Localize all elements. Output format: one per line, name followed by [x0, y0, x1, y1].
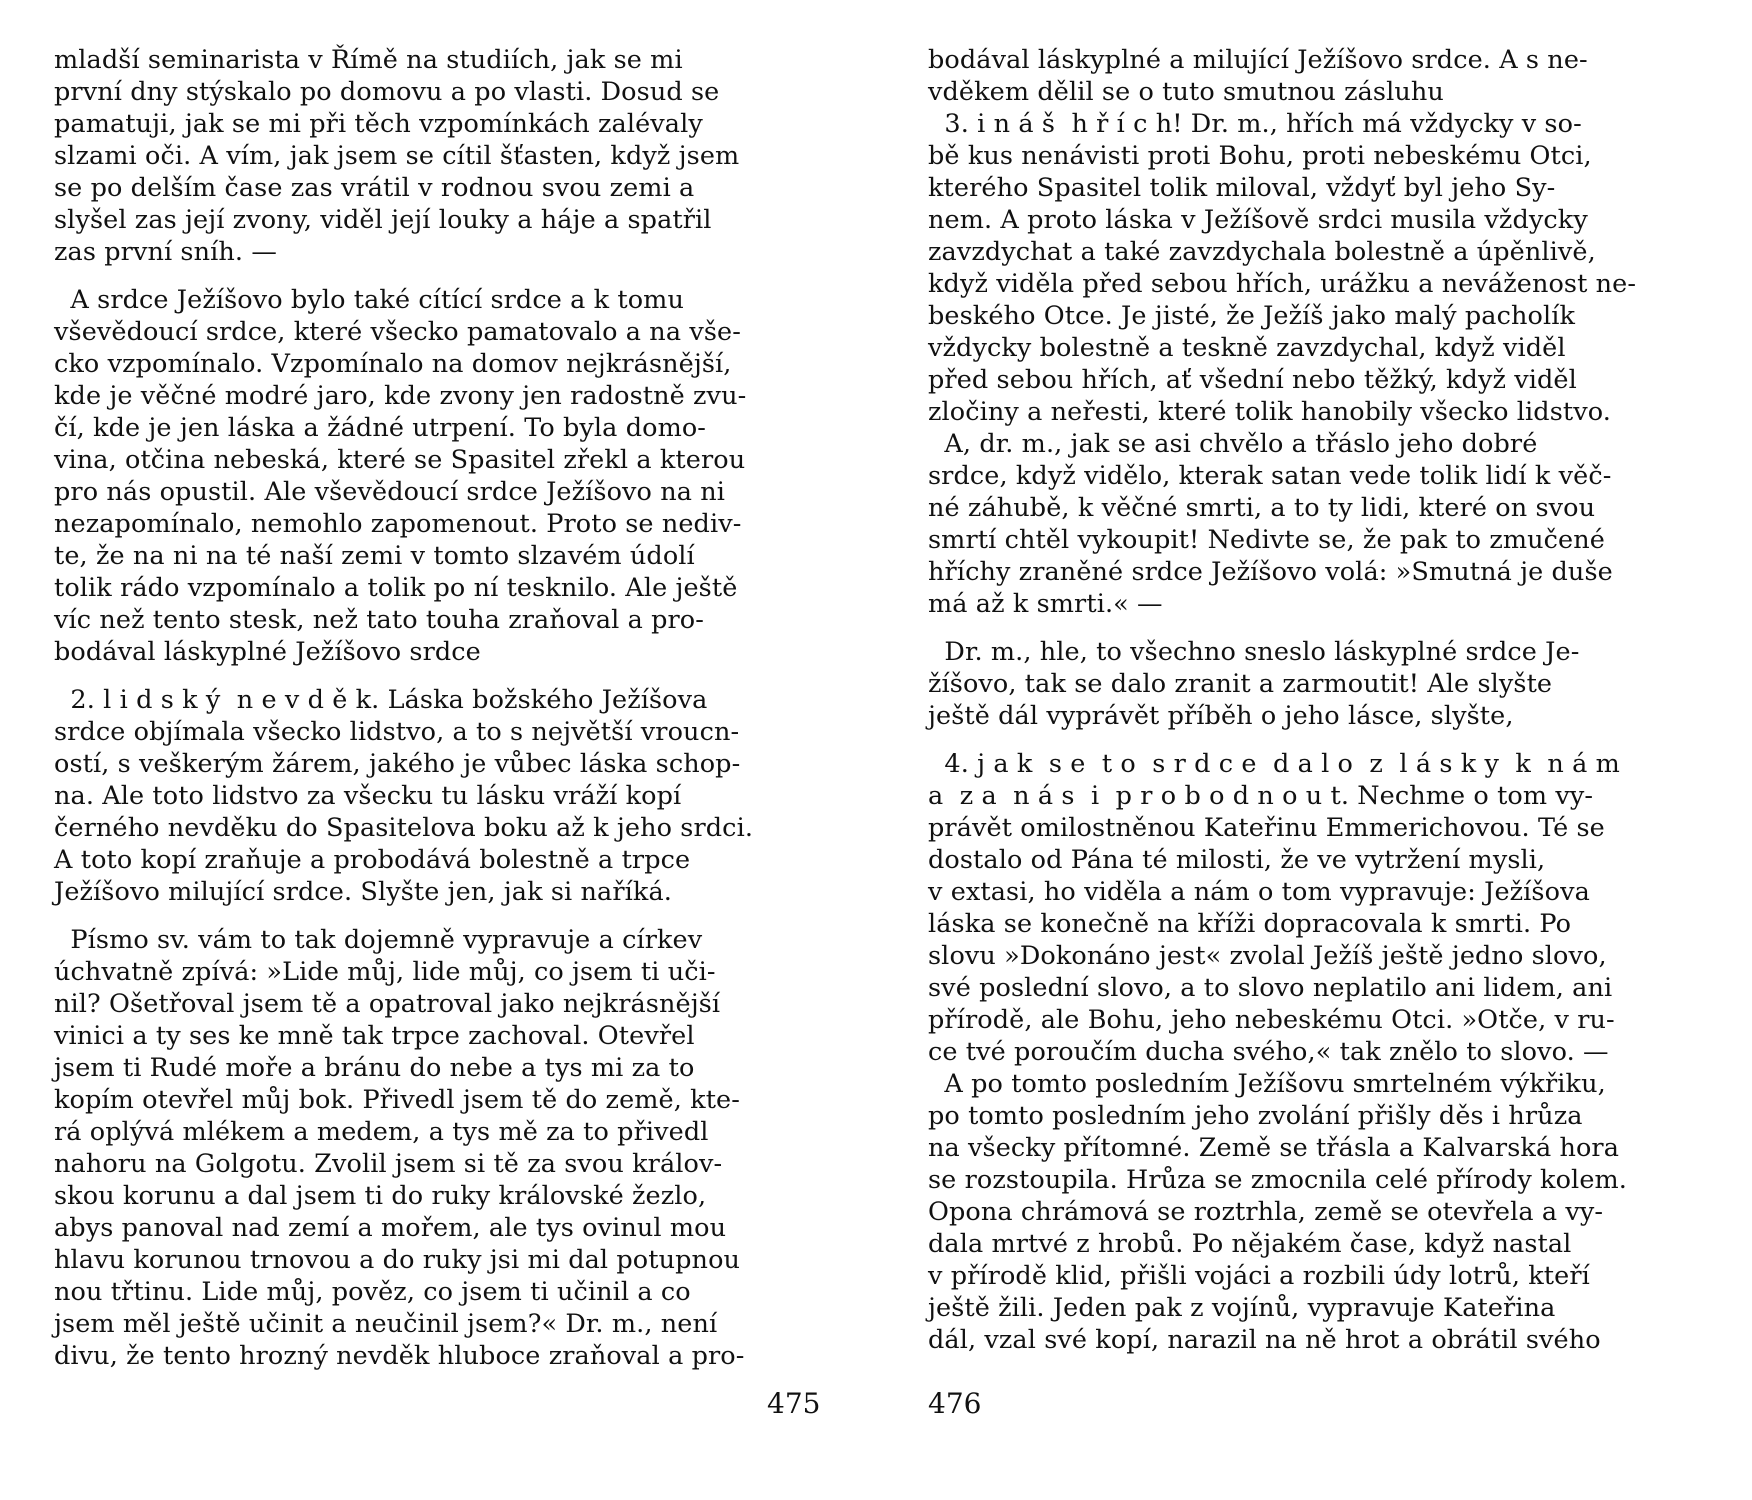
- text-line: cko vzpomínalo. Vzpomínalo na domov nejkrásnější,: [54, 349, 732, 379]
- text-line: když viděla před sebou hřích, urážku a neváženost ne-: [928, 269, 1637, 299]
- text-line: ostí, s veškerým žárem, jakého je vůbec láska schop-: [54, 749, 741, 779]
- text-line: vina, otčina nebeská, které se Spasitel zřekl a kterou: [54, 445, 746, 475]
- page-number-right: 476: [928, 1387, 982, 1420]
- text-line: vděkem dělil se o tuto smutnou zásluhu: [928, 77, 1444, 107]
- text-line: beského Otce. Je jisté, že Ježíš jako malý pacholík: [928, 301, 1576, 331]
- text-line: vinici a ty ses ke mně tak trpce zachoval. Otevřel: [54, 1021, 695, 1051]
- text-line: skou korunu a dal jsem ti do ruky královské žezlo,: [54, 1181, 707, 1211]
- text-line: divu, že tento hrozný nevděk hluboce zraňoval a pro-: [54, 1341, 745, 1371]
- text-line: své poslední slovo, a to slovo neplatilo ani lidem, ani: [928, 973, 1613, 1003]
- left-page: [54, 44, 824, 1372]
- text-line: má až k smrti.« —: [928, 589, 1163, 619]
- text-line: před sebou hřích, ať všední nebo těžký, když viděl: [928, 365, 1577, 395]
- text-line: bodával láskyplné a milující Ježíšovo srdce. A s ne-: [928, 45, 1588, 75]
- text-line: hříchy zraněné srdce Ježíšovo volá: »Smutná je duše: [928, 557, 1613, 587]
- text-line: žíšovo, tak se dalo zranit a zarmoutit! Ale slyšte: [928, 669, 1553, 699]
- text-line: vševědoucí srdce, které všecko pamatovalo a na vše-: [54, 317, 741, 347]
- text-line: slovu »Dokonáno jest« zvolal Ježíš ještě jedno slovo,: [928, 941, 1607, 971]
- text-line: se rozstoupila. Hrůza se zmocnila celé přírody kolem.: [928, 1165, 1627, 1195]
- text-line: mladší seminarista v Římě na studiích, jak se mi: [54, 45, 683, 75]
- page-number-left: 475: [767, 1387, 821, 1420]
- text-line: rá oplývá mlékem a medem, a tys mě za to přivedl: [54, 1117, 709, 1147]
- text-line: nem. A proto láska v Ježíšově srdci musila vždycky: [928, 205, 1588, 235]
- text-line: úchvatně zpívá: »Lide můj, lide můj, co jsem ti uči-: [54, 957, 716, 987]
- text-line: zas první sníh. —: [54, 237, 277, 267]
- text-line: kterého Spasitel tolik miloval, vždyť byl jeho Sy-: [928, 173, 1556, 203]
- text-line: nou třtinu. Lide můj, pověz, co jsem ti učinil a co: [54, 1277, 691, 1307]
- text-line: kopím otevřel můj bok. Přivedl jsem tě do země, kte-: [54, 1085, 740, 1115]
- text-line: 2. l i d s k ý n e v d ě k. Láska božského Ježíšova: [54, 685, 708, 715]
- text-line: A, dr. m., jak se asi chvělo a třáslo jeho dobré: [928, 429, 1538, 459]
- text-line: na všecky přítomné. Země se třásla a Kalvarská hora: [928, 1133, 1620, 1163]
- text-line: A po tomto posledním Ježíšovu smrtelném výkřiku,: [928, 1069, 1606, 1099]
- text-line: Ježíšovo milující srdce. Slyšte jen, jak si naříká.: [54, 877, 672, 907]
- text-line: Opona chrámová se roztrhla, země se otevřela a vy-: [928, 1197, 1604, 1227]
- text-line: nahoru na Golgotu. Zvolil jsem si tě za svou králov-: [54, 1149, 723, 1179]
- text-line: bodával láskyplné Ježíšovo srdce: [54, 637, 481, 667]
- text-line: dál, vzal své kopí, narazil na ně hrot a obrátil svého: [928, 1325, 1601, 1355]
- text-line: černého nevděku do Spasitelova boku až k jeho srdci.: [54, 813, 754, 843]
- text-line: né záhubě, k věčné smrti, a to ty lidi, které on svou: [928, 493, 1596, 523]
- text-line: dala mrtvé z hrobů. Po nějakém čase, když nastal: [928, 1229, 1572, 1259]
- text-line: 4. j a k s e t o s r d c e d a l o z l á s k y k n á m: [928, 749, 1620, 779]
- right-page: [928, 44, 1698, 1356]
- text-line: na. Ale toto lidstvo za všecku tu lásku vráží kopí: [54, 781, 682, 811]
- text-line: po tomto posledním jeho zvolání přišly děs i hrůza: [928, 1101, 1583, 1131]
- text-line: kde je věčné modré jaro, kde zvony jen radostně zvu-: [54, 381, 747, 411]
- text-line: přírodě, ale Bohu, jeho nebeskému Otci. »Otče, v ru-: [928, 1005, 1615, 1035]
- text-line: jsem ti Rudé moře a bránu do nebe a tys mi za to: [54, 1053, 695, 1083]
- text-line: nezapomínalo, nemohlo zapomenout. Proto se nediv-: [54, 509, 742, 539]
- text-line: tolik rádo vzpomínalo a tolik po ní tesknilo. Ale ještě: [54, 573, 738, 603]
- text-line: A srdce Ježíšovo bylo také cítící srdce a k tomu: [54, 285, 684, 315]
- text-line: te, že na ni na té naší zemi v tomto slzavém údolí: [54, 541, 695, 571]
- text-line: vždycky bolestně a teskně zavzdychal, když viděl: [928, 333, 1566, 363]
- text-line: hlavu korunou trnovou a do ruky jsi mi dal potupnou: [54, 1245, 741, 1275]
- text-line: se po delším čase zas vrátil v rodnou svou zemi a: [54, 173, 695, 203]
- text-line: srdce objímala všecko lidstvo, a to s největší vroucn-: [54, 717, 740, 747]
- text-line: Dr. m., hle, to všechno sneslo láskyplné srdce Je-: [928, 637, 1580, 667]
- text-line: v přírodě klid, přišli vojáci a rozbili údy lotrů, kteří: [928, 1261, 1590, 1291]
- text-line: srdce, když vidělo, kterak satan vede tolik lidí k věč-: [928, 461, 1612, 491]
- text-line: 3. i n á š h ř í c h! Dr. m., hřích má vždycky v so-: [928, 109, 1582, 139]
- text-line: A toto kopí zraňuje a probodává bolestně a trpce: [54, 845, 691, 875]
- text-line: ce tvé poroučím ducha svého,« tak znělo to slovo. —: [928, 1037, 1609, 1067]
- text-line: ještě žili. Jeden pak z vojínů, vypravuje Kateřina: [928, 1293, 1556, 1323]
- text-line: první dny stýskalo po domovu a po vlasti. Dosud se: [54, 77, 720, 107]
- text-line: v extasi, ho viděla a nám o tom vypravuje: Ježíšova: [928, 877, 1590, 907]
- text-line: zločiny a neřesti, které tolik hanobily všecko lidstvo.: [928, 397, 1611, 427]
- text-line: slzami oči. A vím, jak jsem se cítil šťasten, když jsem: [54, 141, 740, 171]
- text-line: pro nás opustil. Ale vševědoucí srdce Ježíšovo na ni: [54, 477, 726, 507]
- text-line: ještě dál vyprávět příběh o jeho lásce, slyšte,: [928, 701, 1514, 731]
- text-line: a z a n á s i p r o b o d n o u t. Nechme o tom vy-: [928, 781, 1594, 811]
- text-line: pamatuji, jak se mi při těch vzpomínkách zalévaly: [54, 109, 703, 139]
- text-line: bě kus nenávisti proti Bohu, proti nebeskému Otci,: [928, 141, 1592, 171]
- text-line: nil? Ošetřoval jsem tě a opatroval jako nejkrásnější: [54, 989, 721, 1019]
- text-line: abys panoval nad zemí a mořem, ale tys ovinul mou: [54, 1213, 727, 1243]
- text-line: smrtí chtěl vykoupit! Nedivte se, že pak to zmučené: [928, 525, 1605, 555]
- text-line: dostalo od Pána té milosti, že ve vytržení mysli,: [928, 845, 1546, 875]
- text-line: Písmo sv. vám to tak dojemně vypravuje a církev: [54, 925, 703, 955]
- text-line: zavzdychat a také zavzdychala bolestně a úpěnlivě,: [928, 237, 1596, 267]
- text-line: jsem měl ještě učinit a neučinil jsem?« Dr. m., není: [54, 1309, 718, 1339]
- text-line: čí, kde je jen láska a žádné utrpení. To byla domo-: [54, 413, 707, 443]
- text-line: víc než tento stesk, než tato touha zraňoval a pro-: [54, 605, 704, 635]
- text-line: láska se konečně na kříži dopracovala k smrti. Po: [928, 909, 1572, 939]
- text-line: právět omilostněnou Kateřinu Emmerichovou. Té se: [928, 813, 1605, 843]
- text-line: slyšel zas její zvony, viděl její louky a háje a spatřil: [54, 205, 712, 235]
